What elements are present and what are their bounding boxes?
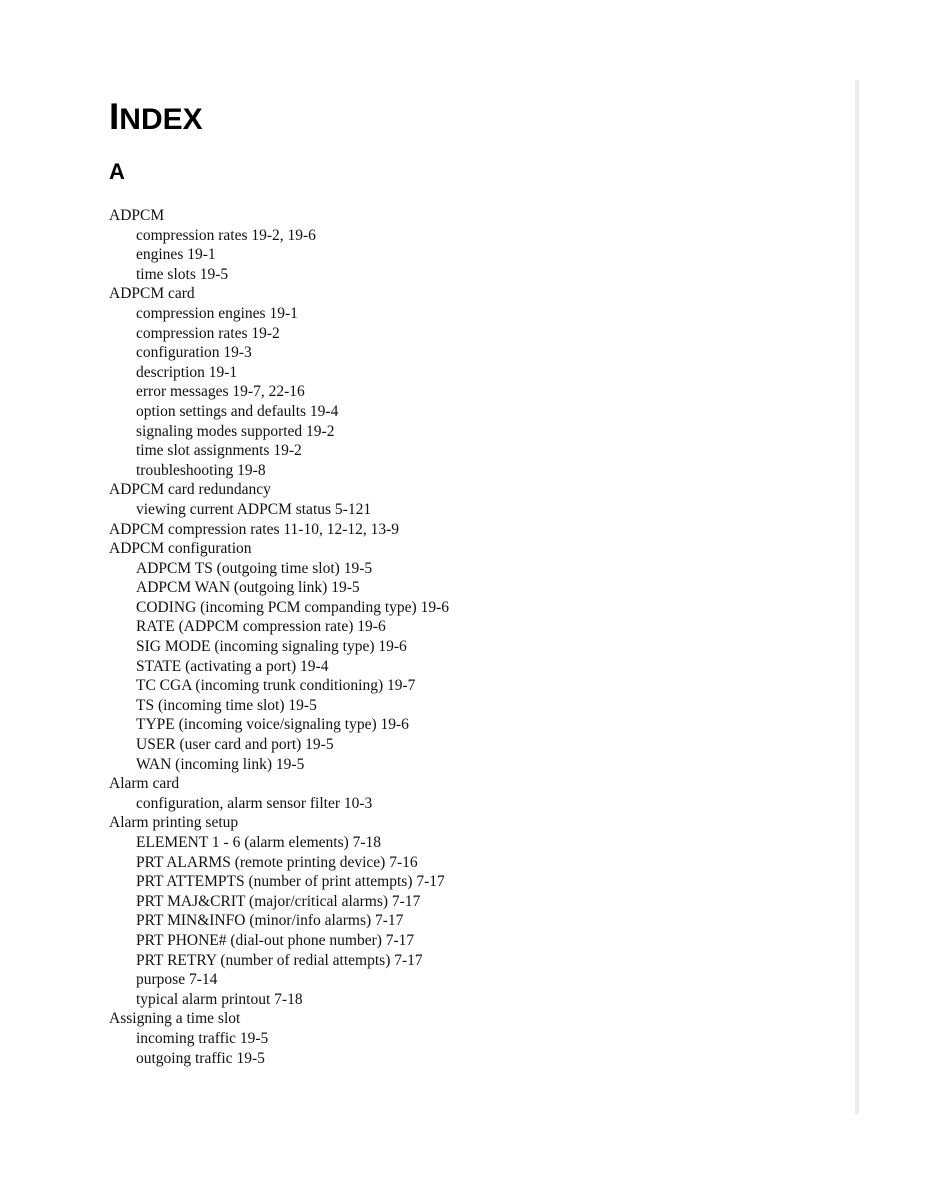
- index-subentry: typical alarm printout 7-18: [136, 990, 303, 1008]
- index-subentry: CODING (incoming PCM companding type) 19-6: [136, 598, 449, 616]
- index-entry: ADPCM: [109, 207, 165, 224]
- index-subentry: compression rates 19-2: [136, 324, 280, 342]
- index-subentry: outgoing traffic 19-5: [136, 1049, 265, 1067]
- index-entry-list: [109, 206, 829, 1068]
- index-subentry: ADPCM WAN (outgoing link) 19-5: [136, 579, 360, 597]
- page-title: [109, 98, 203, 135]
- index-subentry: option settings and defaults 19-4: [136, 402, 339, 420]
- index-subentry: time slots 19-5: [136, 265, 229, 283]
- index-subentry: TS (incoming time slot) 19-5: [136, 696, 317, 714]
- index-entry: Alarm printing setup: [109, 814, 239, 832]
- index-subentry: configuration 19-3: [136, 344, 252, 362]
- index-subentry: engines 19-1: [136, 246, 216, 264]
- index-subentry: PRT MIN&INFO (minor/info alarms) 7-17: [136, 912, 404, 930]
- index-subentry: WAN (incoming link) 19-5: [136, 755, 305, 773]
- section-letter: A: [109, 159, 125, 184]
- index-subentry: USER (user card and port) 19-5: [136, 736, 334, 754]
- index-subentry: PRT ATTEMPTS (number of print attempts) 7-17: [136, 873, 445, 891]
- index-subentry: PRT PHONE# (dial-out phone number) 7-17: [136, 931, 415, 949]
- index-entry: Alarm card: [109, 775, 180, 793]
- index-subentry: troubleshooting 19-8: [136, 461, 266, 479]
- index-subentry: time slot assignments 19-2: [136, 442, 302, 460]
- index-entry: ADPCM configuration: [109, 540, 252, 558]
- index-subentry: purpose 7-14: [136, 971, 218, 989]
- index-subentry: configuration, alarm sensor filter 10-3: [136, 794, 373, 812]
- index-subentry: ADPCM TS (outgoing time slot) 19-5: [136, 559, 373, 577]
- index-subentry: TC CGA (incoming trunk conditioning) 19-7: [136, 677, 416, 695]
- index-entry: ADPCM compression rates 11-10, 12-12, 13-9: [109, 520, 400, 538]
- index-subentry: STATE (activating a port) 19-4: [136, 657, 329, 675]
- index-subentry: compression rates 19-2, 19-6: [136, 226, 316, 244]
- index-subentry: PRT RETRY (number of redial attempts) 7-17: [136, 951, 423, 969]
- index-entry: ADPCM card redundancy: [109, 481, 271, 499]
- index-subentry: description 19-1: [136, 363, 238, 381]
- index-subentry: TYPE (incoming voice/signaling type) 19-6: [136, 716, 409, 734]
- index-subentry: viewing current ADPCM status 5-121: [136, 500, 372, 518]
- index-subentry: PRT ALARMS (remote printing device) 7-16: [136, 853, 418, 871]
- index-subentry: PRT MAJ&CRIT (major/critical alarms) 7-17: [136, 892, 421, 910]
- index-subentry: compression engines 19-1: [136, 304, 298, 322]
- index-subentry: RATE (ADPCM compression rate) 19-6: [136, 618, 386, 636]
- index-subentry: incoming traffic 19-5: [136, 1029, 269, 1047]
- index-entry: ADPCM card: [109, 285, 195, 303]
- index-subentry: error messages 19-7, 22-16: [136, 383, 305, 401]
- page-edge-rule: [855, 80, 859, 1114]
- index-subentry: ELEMENT 1 - 6 (alarm elements) 7-18: [136, 834, 382, 851]
- index-entry: Assigning a time slot: [109, 1010, 241, 1028]
- page-title-initial: I: [109, 96, 120, 137]
- index-subentry: signaling modes supported 19-2: [136, 422, 335, 440]
- page-title-rest: NDEX: [119, 103, 203, 136]
- index-subentry: SIG MODE (incoming signaling type) 19-6: [136, 638, 407, 656]
